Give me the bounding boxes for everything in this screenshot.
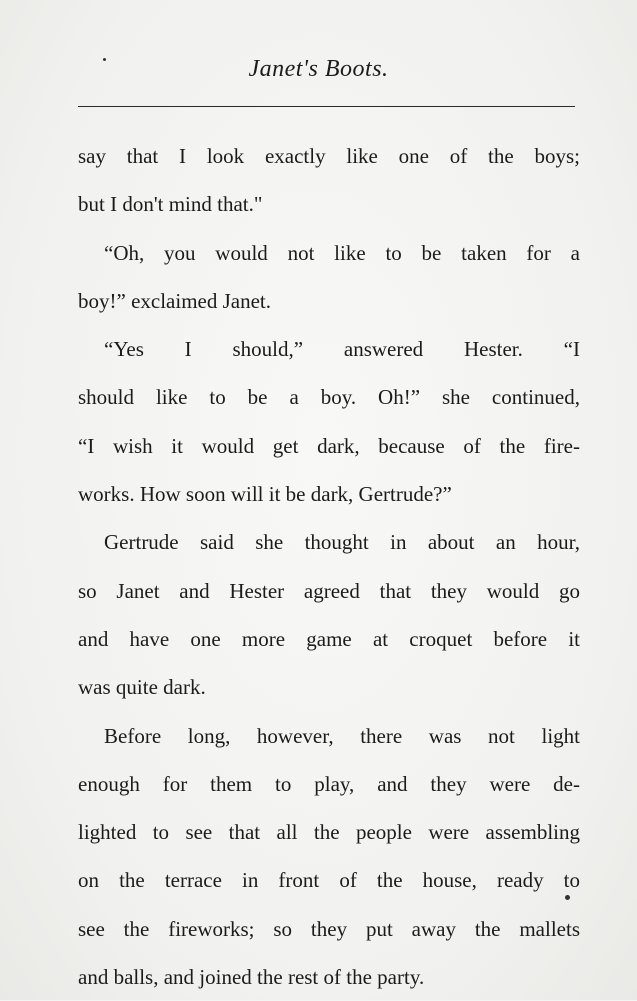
ink-speck xyxy=(565,895,570,900)
text-line: so Janet and Hester agreed that they would go xyxy=(78,578,580,603)
text-line: “I wish it would get dark, because of the fire- xyxy=(78,433,580,458)
text-line: but I don't mind that." xyxy=(78,192,263,217)
text-line: boy!” exclaimed Janet. xyxy=(78,288,271,313)
text-line: “Yes I should,” answered Hester. “I xyxy=(104,337,580,362)
text-line: should like to be a boy. Oh!” she continued, xyxy=(78,385,580,410)
text-line: enough for them to play, and they were de- xyxy=(78,771,580,796)
ink-speck xyxy=(103,58,106,61)
text-line: Gertrude said she thought in about an hour, xyxy=(104,530,580,555)
text-line: and have one more game at croquet before it xyxy=(78,626,580,651)
header-rule xyxy=(78,106,575,107)
text-line: works. How soon will it be dark, Gertrude?” xyxy=(78,482,452,507)
text-line: say that I look exactly like one of the boys; xyxy=(78,144,580,168)
text-line: was quite dark. xyxy=(78,675,206,700)
body-text xyxy=(78,132,580,1001)
text-line: Before long, however, there was not light xyxy=(104,723,580,748)
text-line: “Oh, you would not like to be taken for a xyxy=(104,240,580,265)
text-line: and balls, and joined the rest of the party. xyxy=(78,965,425,990)
running-head: Janet's Boots. xyxy=(248,56,389,82)
text-line: lighted to see that all the people were assembling xyxy=(78,820,580,845)
text-line: see the fireworks; so they put away the mallets xyxy=(78,916,580,941)
text-line: on the terrace in front of the house, ready to xyxy=(78,868,580,893)
